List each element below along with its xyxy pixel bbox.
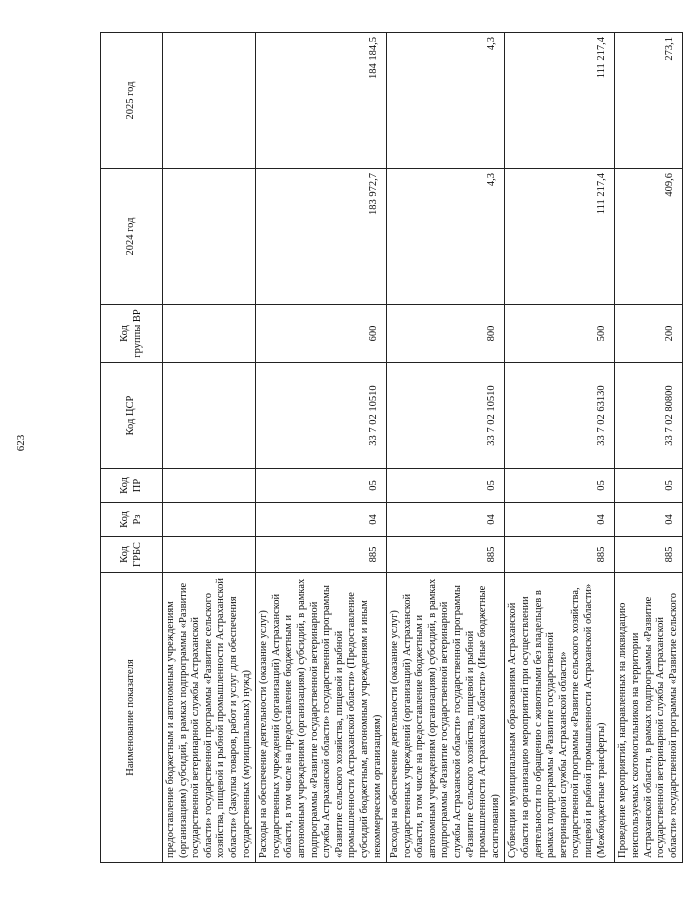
header-2025: 2025 год (101, 33, 163, 169)
row-name: Субвенции муниципальным образованиям Астраханской области на организацию мероприятий при осуществлении деятельности по обращению с животными без владельцев в рамках подпрограммы «Развитие государственной ветеринарной службы Астраханской области» государственной программы «Развитие сельского хозяйства, пищевой и рыбной промышленности Астраханской области» (Межбюджетные трансферты) (505, 573, 615, 863)
row-name: Расходы на обеспечение деятельности (оказание услуг) государственных учреждений (организаций) Астраханской области, в том числе на предоставление бюджетным и автономным учреждениям (организациям) субсидий, в рамках подпрограммы «Развитие государственной ветеринарной службы Астраханской области» государственной программы «Развитие сельского хозяйства, пищевой и рыбной промышленности Астраханской области» (Иные бюджетные ассигнования) (387, 573, 505, 863)
row-vr: 800 (387, 305, 505, 363)
row-vr (163, 305, 256, 363)
row-grbs (163, 537, 256, 573)
row-pr (163, 469, 256, 503)
header-pr: Код ПР (101, 469, 163, 503)
row-rz: 04 (505, 503, 615, 537)
row-rz (163, 503, 256, 537)
table-header-row (101, 33, 163, 863)
row-2025: 4,3 (387, 33, 505, 169)
row-name: предоставление бюджетным и автономным учреждениям (организациям) субсидий, в рамках подпрограммы «Развитие государственной ветеринарной службы Астраханской области» государственной программы «Развитие сельского хозяйства, пищевой и рыбной промышленности Астраханской области» (Закупка товаров, работ и услуг для обеспечения государственных (муниципальных) нужд) (163, 573, 256, 863)
row-pr: 05 (505, 469, 615, 503)
header-rz: Код Рз (101, 503, 163, 537)
row-2025: 184 184,5 (256, 33, 387, 169)
table-row (256, 33, 387, 863)
row-csr: 33 7 02 10510 (256, 363, 387, 469)
row-name: Проведение мероприятий, направленных на ликвидацию неиспользуемых скотомогильников на территории Астраханской области, в рамках подпрограммы «Развитие государственной ветеринарной службы Астраханской области» государственной программы «Развитие сельского (615, 573, 683, 863)
row-csr: 33 7 02 10510 (387, 363, 505, 469)
table-row (615, 33, 683, 863)
header-csr: Код ЦСР (101, 363, 163, 469)
page-number: 623 (15, 434, 27, 452)
row-2024: 409,6 (615, 169, 683, 305)
row-vr: 200 (615, 305, 683, 363)
row-csr (163, 363, 256, 469)
header-grbs: Код ГРБС (101, 537, 163, 573)
row-pr: 05 (615, 469, 683, 503)
row-csr: 33 7 02 63130 (505, 363, 615, 469)
header-name: Наименование показателя (101, 573, 163, 863)
row-grbs: 885 (387, 537, 505, 573)
table-row (387, 33, 505, 863)
row-vr: 600 (256, 305, 387, 363)
header-2024: 2024 год (101, 169, 163, 305)
row-pr: 05 (387, 469, 505, 503)
row-2024: 183 972,7 (256, 169, 387, 305)
row-name: Расходы на обеспечение деятельности (оказание услуг) государственных учреждений (организаций) Астраханской области, в том числе на предоставление бюджетным и автономным учреждениям (организациям) субсидий, в рамках подпрограммы «Развитие государственной ветеринарной службы Астраханской области» государственной программы «Развитие сельского хозяйства, пищевой и рыбной промышленности Астраханской области» (Предоставление субсидий бюджетным, автономным учреждениям и иным некоммерческим организациям) (256, 573, 387, 863)
row-rz: 04 (387, 503, 505, 537)
row-2025 (163, 33, 256, 169)
table-row (505, 33, 615, 863)
budget-table (100, 32, 683, 863)
rotated-table-container (100, 33, 679, 863)
row-vr: 500 (505, 305, 615, 363)
row-grbs: 885 (256, 537, 387, 573)
row-2024: 111 217,4 (505, 169, 615, 305)
row-rz: 04 (615, 503, 683, 537)
row-grbs: 885 (505, 537, 615, 573)
row-csr: 33 7 02 80800 (615, 363, 683, 469)
row-rz: 04 (256, 503, 387, 537)
header-vr: Код группы ВР (101, 305, 163, 363)
row-2025: 273,1 (615, 33, 683, 169)
row-grbs: 885 (615, 537, 683, 573)
row-2024: 4,3 (387, 169, 505, 305)
row-pr: 05 (256, 469, 387, 503)
row-2025: 111 217,4 (505, 33, 615, 169)
row-2024 (163, 169, 256, 305)
table-row (163, 33, 256, 863)
